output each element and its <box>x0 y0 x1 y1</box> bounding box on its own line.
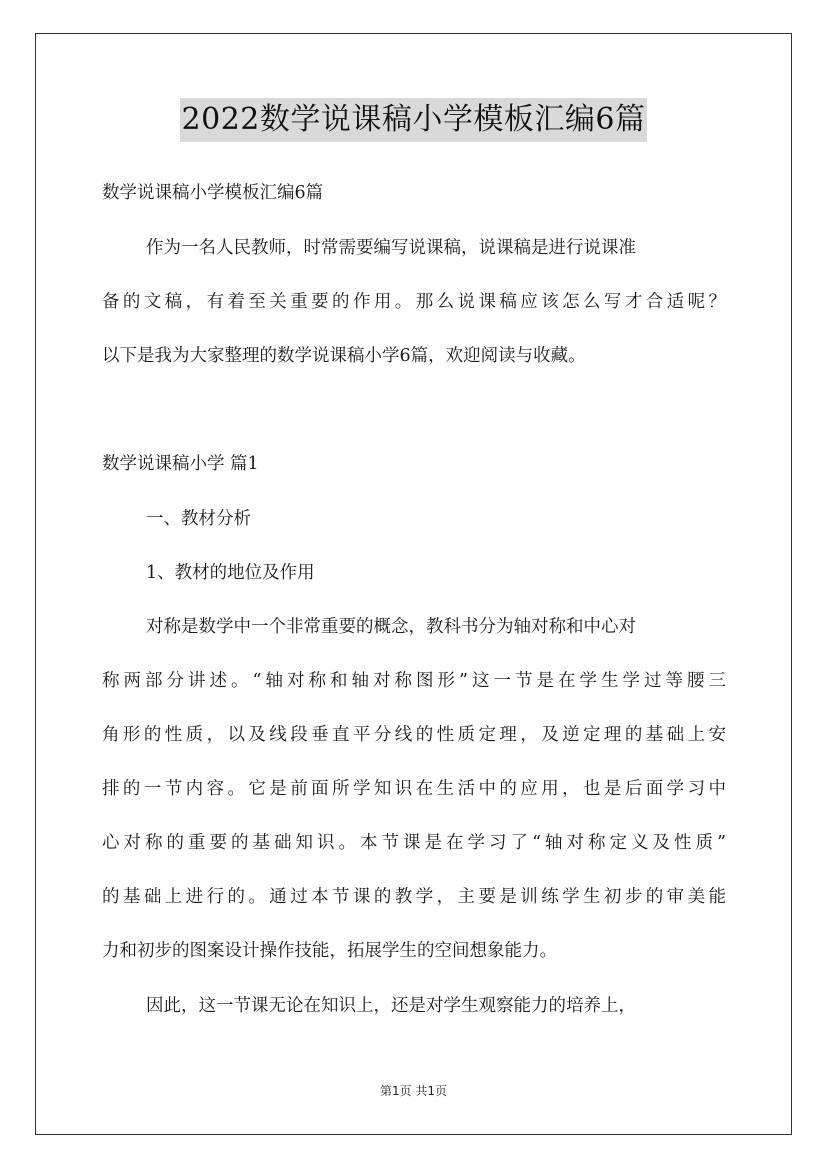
intro-line-1: 作为一名人民教师，时常需要编写说课稿，说课稿是进行说课准 <box>146 238 636 258</box>
intro-line-2: 备的文稿，有着至关重要的作用。那么说课稿应该怎么写才合适呢？ <box>102 292 726 312</box>
paragraph1-line-7: 力和初步的图案设计操作技能，拓展学生的空间想象能力。 <box>102 941 557 961</box>
document-subtitle: 数学说课稿小学模板汇编6篇 <box>102 183 324 203</box>
page-footer <box>0 1082 827 1099</box>
document-title: 2022数学说课稿小学模板汇编6篇 <box>180 98 648 142</box>
paragraph1-line-3: 角形的性质，以及线段垂直平分线的性质定理，及逆定理的基础上安 <box>102 725 726 745</box>
sub-heading: 1、教材的地位及作用 <box>146 563 315 583</box>
paragraph1-line-5: 心对称的重要的基础知识。本节课是在学习了“轴对称定义及性质” <box>102 833 726 853</box>
paragraph1-line-1: 对称是数学中一个非常重要的概念，教科书分为轴对称和中心对 <box>146 617 636 637</box>
paragraph1-line-4: 排的一节内容。它是前面所学知识在生活中的应用，也是后面学习中 <box>102 779 726 799</box>
intro-line-3: 以下是我为大家整理的数学说课稿小学6篇，欢迎阅读与收藏。 <box>102 346 586 366</box>
paragraph1-line-6: 的基础上进行的。通过本节课的教学，主要是训练学生初步的审美能 <box>102 887 726 907</box>
title-container <box>0 98 827 142</box>
section-heading: 数学说课稿小学 篇1 <box>102 454 259 474</box>
part-heading: 一、教材分析 <box>146 509 251 529</box>
page-number: 第1页 共1页 <box>379 1084 448 1098</box>
paragraph1-line-2: 称两部分讲述。“轴对称和轴对称图形”这一节是在学生学过等腰三 <box>102 671 726 691</box>
paragraph2-line-1: 因此，这一节课无论在知识上，还是对学生观察能力的培养上， <box>146 996 636 1016</box>
